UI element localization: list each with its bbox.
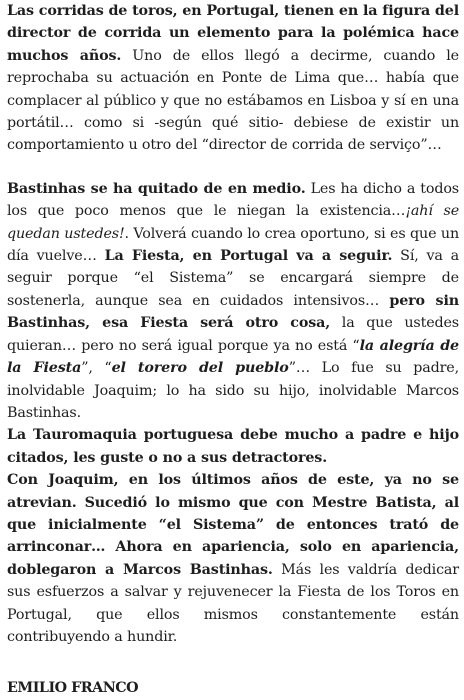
paragraph-3 (7, 424, 459, 469)
body-text: . Volverá cuando lo crea oportuno, si es que un día vuelve… (7, 225, 460, 265)
paragraph-1 (7, 0, 459, 157)
body-text: Más les valdría dedicar sus esfuerzos a salvar y rejuvenecer la Fiesta de los Toros en Portugal, que ellos mismos constantemente están contribuyendo a hundir. (7, 561, 459, 645)
lead-bold-text: Las corridas de toros, en Portugal, tienen en la figura del director de corrida un elemento para la polémica hace muchos años. (7, 3, 459, 64)
article-body (7, 0, 459, 648)
bold-text: Con Joaquim, en los últimos años de este, ya no se atrevian. Sucedió lo mismo que con Mestre Batista, al que inicialmente “el Sistema” de entonces trató de arrinconar… Ahora en apariencia, solo en apariencia, doblegaron a Marcos Bastinhas. (7, 472, 459, 578)
body-text: ”, “ (81, 360, 112, 377)
paragraph-spacer (7, 157, 459, 178)
bold-italic-quote: el torero del pueblo (111, 360, 289, 377)
body-text: Sí, va a seguir porque “el Sistema” se encargará siempre de sostenerla, aunque sea en cuidados intensivos… (7, 248, 459, 309)
paragraph-4 (7, 469, 459, 648)
paragraph-2 (7, 178, 459, 424)
bold-italic-quote: la alegría de la Fiesta (7, 337, 459, 377)
italic-text: ¡ahí se quedan ustedes! (7, 203, 460, 242)
body-text: ”… Lo fue su padre, inolvidable Joaquim; lo ha sido su hijo, inolvidable Marcos Bastinhas. (7, 360, 460, 421)
bold-text: pero sin Bastinhas, esa Fiesta será otro cosa, (7, 292, 459, 332)
bold-text: La Fiesta, en Portugal va a seguir. (104, 248, 393, 265)
body-text: Uno de ellos llegó a decirme, cuando le reprochaba su actuación en Ponte de Lima que… había que complacer al público y que no estábamos en Lisboa y sí en una portátil… como si -según qué sitio- debiese de existir un comportamiento u otro del “director de corrida de serviço”… (7, 47, 459, 154)
bold-text: Bastinhas se ha quitado de en medio. (7, 180, 306, 197)
author-signature: EMILIO FRANCO (7, 680, 139, 696)
body-text: la que ustedes quieran… pero no será igual porque ya no está “ (7, 315, 459, 354)
body-text: Les ha dicho a todos los que poco menos que le niegan la existencia… (7, 180, 459, 220)
bold-text: La Tauromaquia portuguesa debe mucho a padre e hijo citados, les guste o no a sus detractores. (7, 427, 459, 466)
